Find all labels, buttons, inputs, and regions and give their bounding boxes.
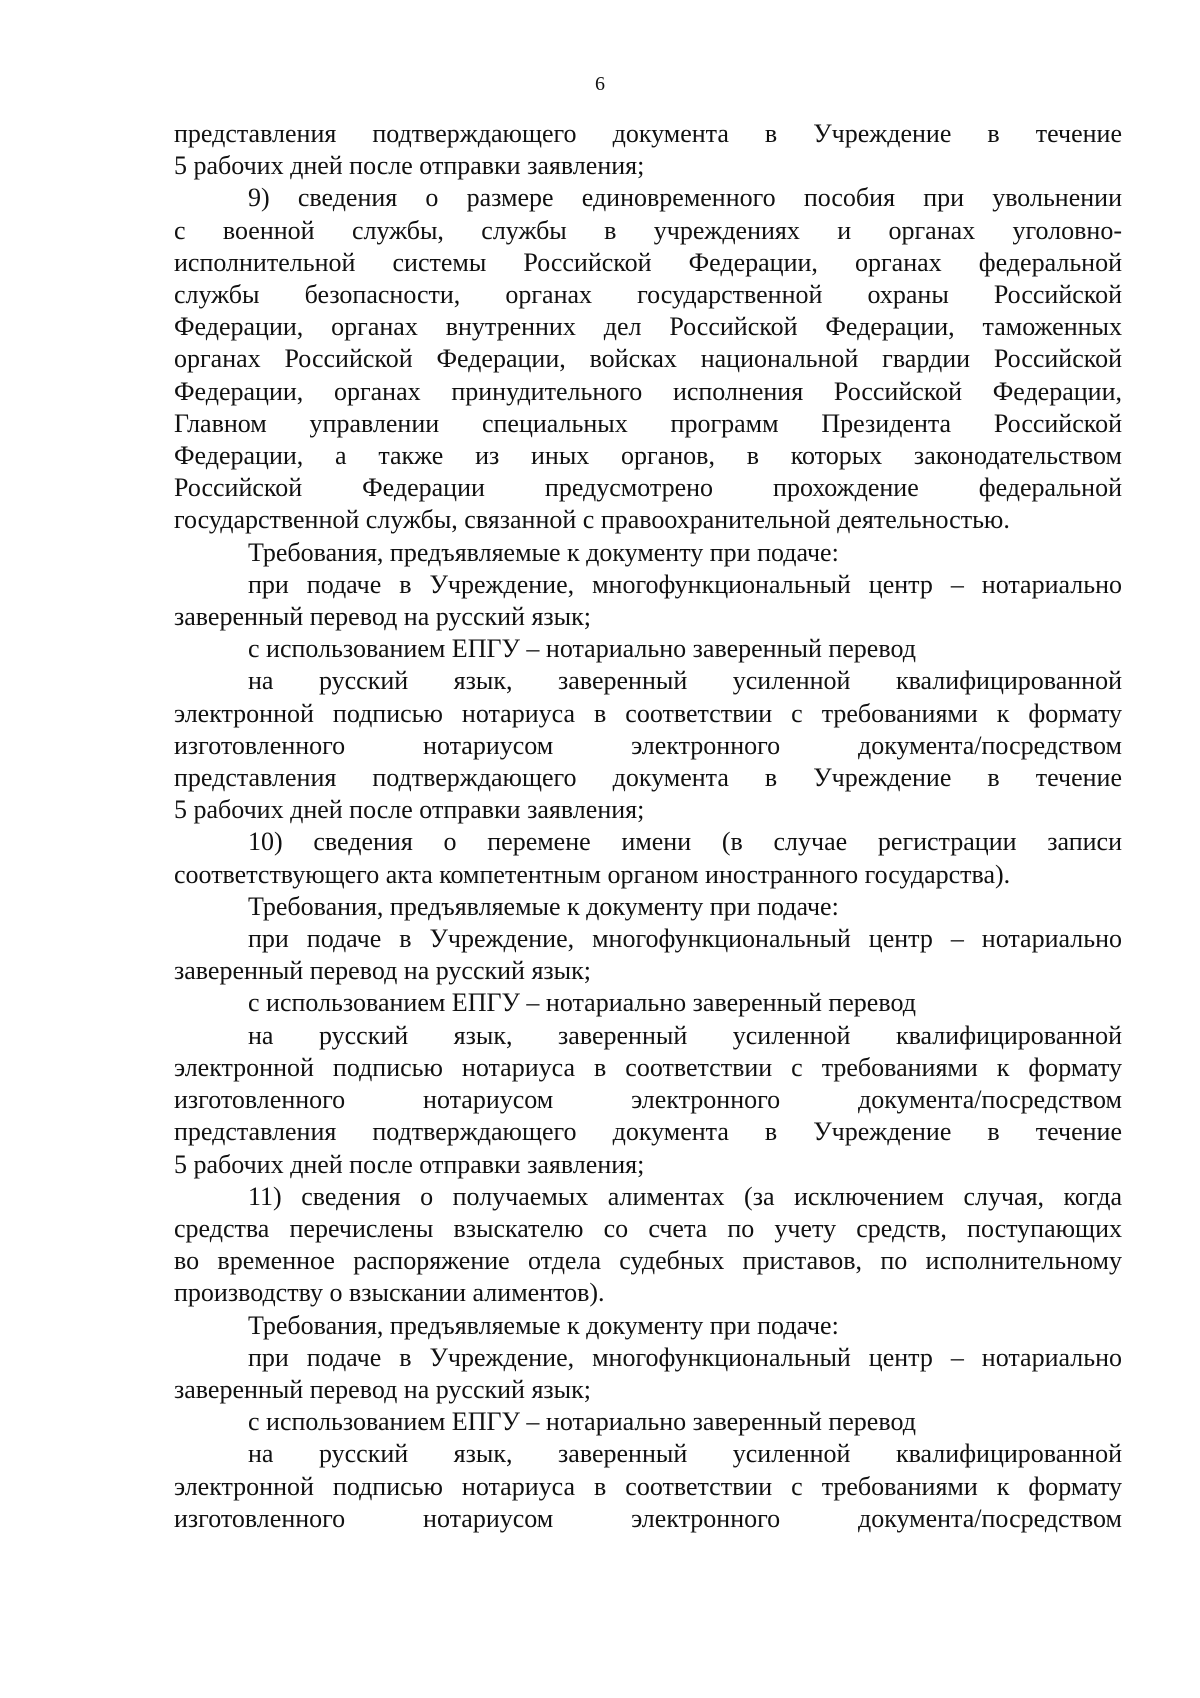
- text-line: на русский язык, заверенный усиленной квалифицированной: [248, 1439, 1122, 1469]
- text-line: заверенный перевод на русский язык;: [174, 602, 592, 632]
- text-line: заверенный перевод на русский язык;: [174, 956, 592, 986]
- text-line: Главном управлении специальных программ Президента Российской: [174, 408, 1122, 438]
- text-line: заверенный перевод на русский язык;: [174, 1374, 592, 1404]
- requirements-heading: Требования, предъявляемые к документу при подаче:: [248, 1310, 839, 1340]
- text-line: средства перечислены взыскателю со счета по учету средств, поступающих: [174, 1213, 1122, 1243]
- text-line: электронной подписью нотариуса в соответствии с требованиями к формату: [174, 1052, 1122, 1082]
- text-line: с военной службы, службы в учреждениях и органах уголовно-: [174, 215, 1122, 245]
- text-line: соответствующего акта компетентным органом иностранного государства).: [174, 859, 1011, 889]
- requirements-heading: Требования, предъявляемые к документу при подаче:: [248, 891, 839, 921]
- text-line: органах Российской Федерации, войсках национальной гвардии Российской: [174, 344, 1122, 374]
- text-line: Федерации, органах принудительного исполнения Российской Федерации,: [174, 376, 1122, 406]
- text-line: исполнительной системы Российской Федерации, органах федеральной: [174, 247, 1122, 277]
- text-line: при подаче в Учреждение, многофункциональный центр – нотариально: [248, 569, 1122, 599]
- text-line: с использованием ЕПГУ – нотариально заверенный перевод: [248, 988, 916, 1018]
- text-line: при подаче в Учреждение, многофункциональный центр – нотариально: [248, 924, 1122, 954]
- document-body: [174, 118, 1122, 1535]
- text-line: представления подтверждающего документа в Учреждение в течение: [174, 1117, 1122, 1147]
- text-line: Федерации, органах внутренних дел Российской Федерации, таможенных: [174, 312, 1122, 342]
- text-line: изготовленного нотариусом электронного документа/посредством: [174, 730, 1122, 760]
- page-number: 6: [595, 73, 605, 95]
- text-line: изготовленного нотариусом электронного документа/посредством: [174, 1085, 1122, 1115]
- text-line: производству о взыскании алиментов).: [174, 1278, 605, 1308]
- text-line: Федерации, а также из иных органов, в которых законодательством: [174, 441, 1122, 471]
- text-line: 5 рабочих дней после отправки заявления;: [174, 795, 645, 825]
- text-line: на русский язык, заверенный усиленной квалифицированной: [248, 1020, 1122, 1050]
- list-item-11: 11) сведения о получаемых алиментах (за исключением случая, когда: [248, 1181, 1122, 1211]
- text-line: Российской Федерации предусмотрено прохождение федеральной: [174, 473, 1122, 503]
- text-line: при подаче в Учреждение, многофункциональный центр – нотариально: [248, 1342, 1122, 1372]
- text-line: на русский язык, заверенный усиленной квалифицированной: [248, 666, 1122, 696]
- list-item-10: 10) сведения о перемене имени (в случае регистрации записи: [248, 827, 1122, 857]
- text-line: с использованием ЕПГУ – нотариально заверенный перевод: [248, 1407, 916, 1437]
- list-item-9: 9) сведения о размере единовременного пособия при увольнении: [248, 183, 1122, 213]
- text-line: изготовленного нотариусом электронного документа/посредством: [174, 1503, 1122, 1533]
- text-line: электронной подписью нотариуса в соответствии с требованиями к формату: [174, 1471, 1122, 1501]
- text-line: во временное распоряжение отдела судебных приставов, по исполнительному: [174, 1246, 1122, 1276]
- text-line: электронной подписью нотариуса в соответствии с требованиями к формату: [174, 698, 1122, 728]
- text-line: 5 рабочих дней после отправки заявления;: [174, 1149, 645, 1179]
- text-line: службы безопасности, органах государственной охраны Российской: [174, 280, 1122, 310]
- text-line: 5 рабочих дней после отправки заявления;: [174, 151, 645, 181]
- text-line: представления подтверждающего документа в Учреждение в течение: [174, 763, 1122, 793]
- requirements-heading: Требования, предъявляемые к документу при подаче:: [248, 537, 839, 567]
- text-line: с использованием ЕПГУ – нотариально заверенный перевод: [248, 634, 916, 664]
- text-line: государственной службы, связанной с правоохранительной деятельностью.: [174, 505, 1010, 535]
- text-line: представления подтверждающего документа в Учреждение в течение: [174, 119, 1122, 148]
